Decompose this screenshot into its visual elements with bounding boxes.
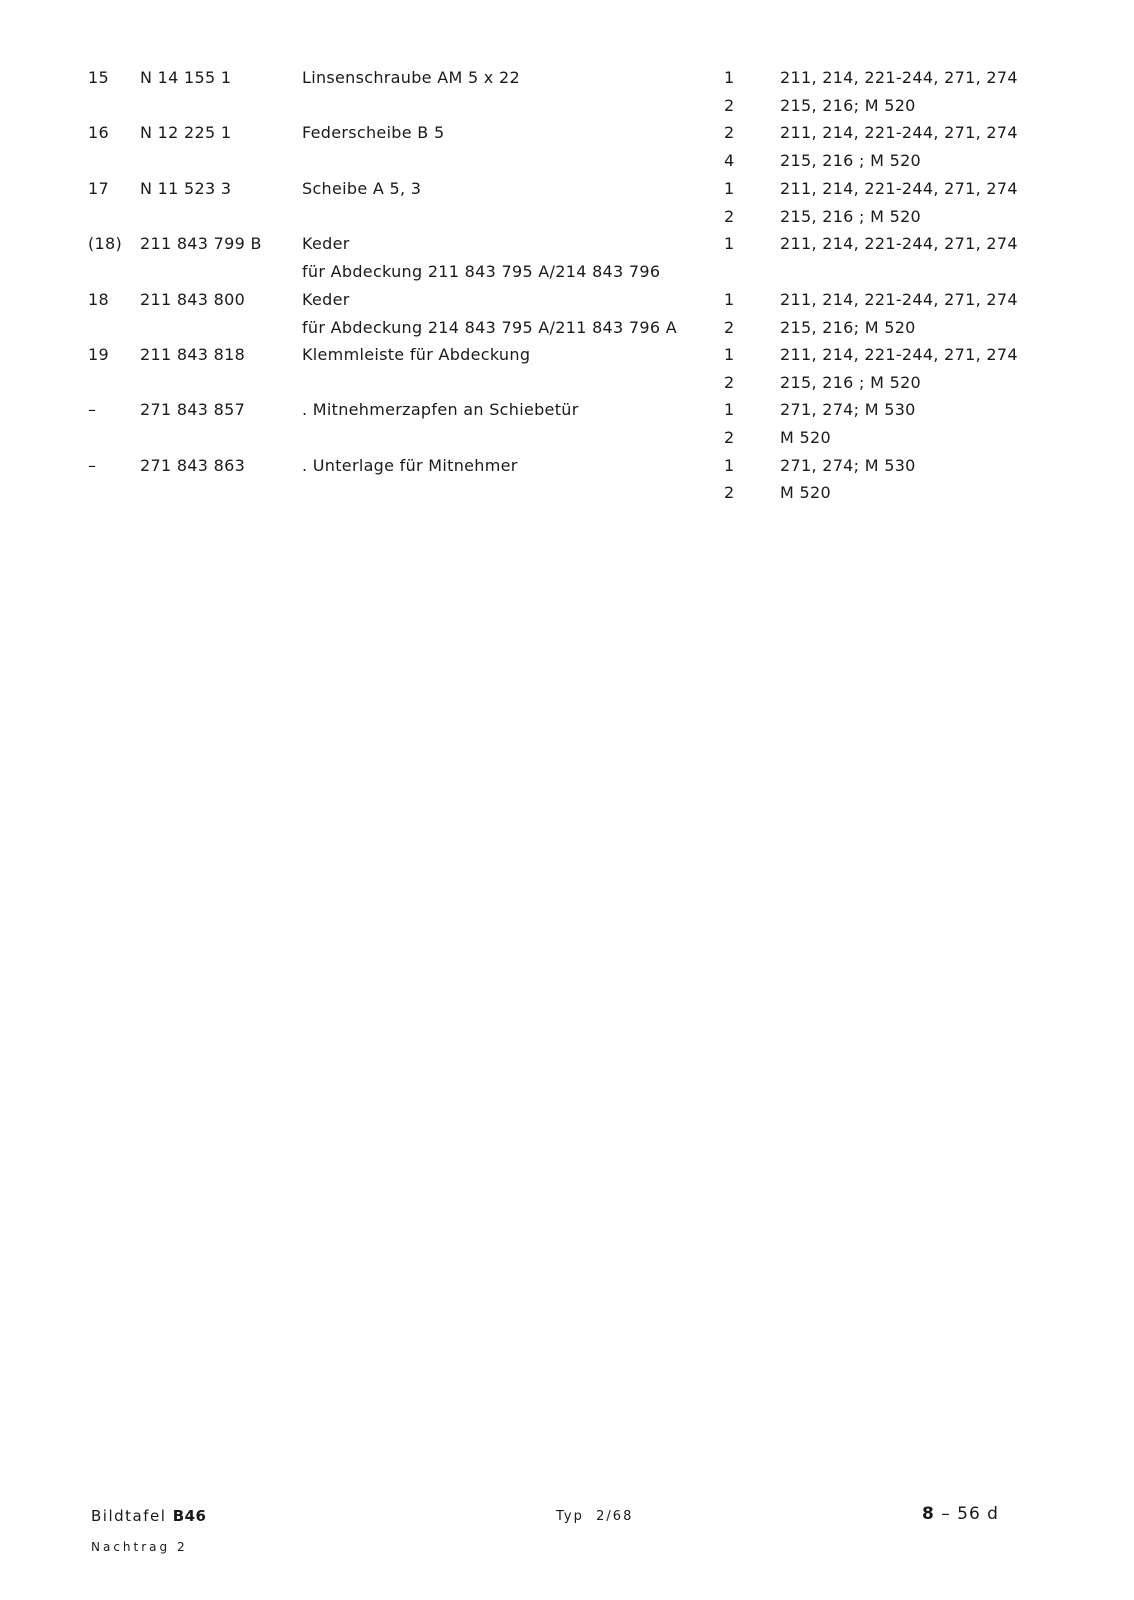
vehicle-types: 211, 214, 221-244, 271, 274 xyxy=(780,179,1018,198)
quantity: 2 xyxy=(724,373,735,392)
quantity: 2 xyxy=(724,483,735,502)
quantity: 1 xyxy=(724,68,735,87)
table-row xyxy=(0,262,1134,290)
vehicle-types: 211, 214, 221-244, 271, 274 xyxy=(780,234,1018,253)
table-row xyxy=(0,96,1134,124)
position-number: – xyxy=(88,456,97,475)
page-number xyxy=(922,1504,999,1524)
vehicle-types: 215, 216 ; M 520 xyxy=(780,207,922,226)
part-number: N 14 155 1 xyxy=(140,68,232,87)
vehicle-types: M 520 xyxy=(780,483,831,502)
vehicle-types: 211, 214, 221-244, 271, 274 xyxy=(780,290,1018,309)
supplement-note: Nachtrag 2 xyxy=(91,1540,188,1554)
part-description: Federscheibe B 5 xyxy=(302,123,445,142)
table-row xyxy=(0,207,1134,235)
part-description: . Mitnehmerzapfen an Schiebetür xyxy=(302,400,579,419)
quantity: 4 xyxy=(724,151,735,170)
part-description: Scheibe A 5, 3 xyxy=(302,179,422,198)
vehicle-types: 271, 274; M 530 xyxy=(780,456,916,475)
part-number: 211 843 800 xyxy=(140,290,246,309)
quantity: 1 xyxy=(724,179,735,198)
table-row xyxy=(0,290,1134,318)
part-number: N 12 225 1 xyxy=(140,123,232,142)
position-number: – xyxy=(88,400,97,419)
plate-code: B46 xyxy=(172,1507,207,1525)
quantity: 2 xyxy=(724,96,735,115)
vehicle-types: 271, 274; M 530 xyxy=(780,400,916,419)
table-row xyxy=(0,179,1134,207)
part-number: 211 843 818 xyxy=(140,345,246,364)
vehicle-types: 211, 214, 221-244, 271, 274 xyxy=(780,68,1018,87)
position-number: 18 xyxy=(88,290,109,309)
vehicle-types: 211, 214, 221-244, 271, 274 xyxy=(780,345,1018,364)
part-description: . Unterlage für Mitnehmer xyxy=(302,456,518,475)
plate-reference xyxy=(91,1507,207,1525)
table-row xyxy=(0,318,1134,346)
page-number-rest: – 56 d xyxy=(934,1504,999,1524)
table-row xyxy=(0,373,1134,401)
table-row xyxy=(0,400,1134,428)
position-number: (18) xyxy=(88,234,123,253)
table-row xyxy=(0,456,1134,484)
plate-label: Bildtafel xyxy=(91,1507,167,1525)
part-number: 271 843 857 xyxy=(140,400,246,419)
part-description: Keder xyxy=(302,234,350,253)
position-number: 15 xyxy=(88,68,109,87)
page-number-bold: 8 xyxy=(922,1504,935,1524)
position-number: 19 xyxy=(88,345,109,364)
vehicle-types: 211, 214, 221-244, 271, 274 xyxy=(780,123,1018,142)
table-row xyxy=(0,123,1134,151)
vehicle-types: M 520 xyxy=(780,428,831,447)
vehicle-types: 215, 216 ; M 520 xyxy=(780,373,922,392)
quantity: 2 xyxy=(724,318,735,337)
part-description: Linsenschraube AM 5 x 22 xyxy=(302,68,520,87)
type-reference xyxy=(556,1509,633,1524)
quantity: 1 xyxy=(724,345,735,364)
quantity: 2 xyxy=(724,123,735,142)
quantity: 1 xyxy=(724,290,735,309)
part-number: 271 843 863 xyxy=(140,456,246,475)
vehicle-types: 215, 216; M 520 xyxy=(780,318,916,337)
table-row xyxy=(0,234,1134,262)
table-row xyxy=(0,151,1134,179)
quantity: 2 xyxy=(724,207,735,226)
vehicle-types: 215, 216; M 520 xyxy=(780,96,916,115)
table-row xyxy=(0,428,1134,456)
part-number: 211 843 799 B xyxy=(140,234,262,253)
part-description: Keder xyxy=(302,290,350,309)
part-description: Klemmleiste für Abdeckung xyxy=(302,345,531,364)
quantity: 1 xyxy=(724,400,735,419)
part-description: für Abdeckung 214 843 795 A/211 843 796 A xyxy=(302,318,677,337)
part-number: N 11 523 3 xyxy=(140,179,232,198)
vehicle-types: 215, 216 ; M 520 xyxy=(780,151,922,170)
part-description: für Abdeckung 211 843 795 A/214 843 796 xyxy=(302,262,661,281)
table-row xyxy=(0,68,1134,96)
table-row xyxy=(0,345,1134,373)
position-number: 17 xyxy=(88,179,109,198)
position-number: 16 xyxy=(88,123,109,142)
quantity: 1 xyxy=(724,234,735,253)
quantity: 1 xyxy=(724,456,735,475)
typ-value: 2/68 xyxy=(596,1509,634,1524)
typ-label: Typ xyxy=(556,1509,584,1524)
table-row xyxy=(0,483,1134,511)
quantity: 2 xyxy=(724,428,735,447)
